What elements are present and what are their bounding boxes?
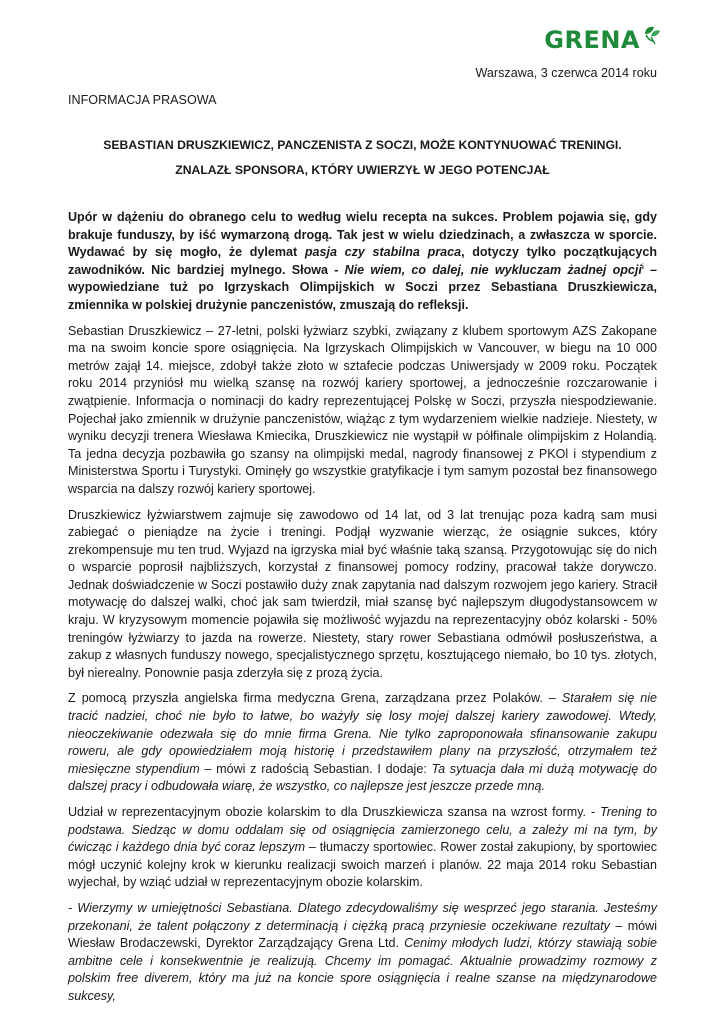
paragraph-quote: - Wierzymy w umiejętności Sebastiana. Dlatego zdecydowaliśmy się wesprzeć jego starania. Jesteśmy przekonani, że talent połączony z determinacją i ciężką pracą przyniesie oczekiwane rezultaty – mówi Wiesław Brodaczewski, Dyrektor Zarządzający Grena Ltd. Cenimy młodych ludzi, którzy stawiają sobie ambitne cele i konsekwentnie je realizują. Chcemy im pomagać. Aktualnie prowadzimy rozmowy z polskim free diverem, który ma już na koncie spore osiągnięcia i realne szanse na międzynarodowe sukcesy, [68, 900, 657, 1003]
grena-logo [544, 22, 662, 58]
press-release-date: Warszawa, 3 czerwca 2014 roku [475, 66, 657, 80]
article-body [68, 209, 657, 1006]
footnote-marker: i [641, 263, 644, 271]
headline-line-2: ZNALAZŁ SPONSORA, KTÓRY UWIERZYŁ W JEGO POTENCJAŁ [175, 163, 550, 177]
press-release-label: INFORMACJA PRASOWA [68, 93, 217, 107]
grena-leaf-logo-icon [642, 24, 662, 51]
paragraph-funding: Druszkiewicz łyżwiarstwem zajmuje się zawodowo od 14 lat, od 3 lat trenując poza kadrą sam musi zabiegać o pieniądze na życie i treningi. Podjął wyzwanie wierząc, że osiągnie sukces, który zrekompensuje mu ten trud. Wyjazd na igrzyska miał być właśnie taką szansą. Przygotowując się do nich o wsparcie poprosił najbliższych, korzystał z finansowej pomocy rodziny, pracował także dorywczo. Jednak doświadczenie w Soczi postawiło duży znak zapytania nad dalszym rozwojem jego kariery. Stracił motywację do dalszej walki, choć jak sam twierdził, miał szansę być najlepszym długodystansowcem w kraju. W kryzysowym momencie pojawiła się możliwość wyjazdu na reprezentacyjny obóz kolarski - 50% treningów łyżwiarzy to jazda na rowerze. Niestety, stary rower Sebastiana odmówił posłuszeństwa, a zakup z własnych funduszy nowego, specjalistycznego sprzętu, kosztującego niemało, bo 10 tys. złotych, był nierealny. Ponownie pasja zderzyła się z prozą życia. [68, 507, 657, 680]
headline-line-1: SEBASTIAN DRUSZKIEWICZ, PANCZENISTA Z SOCZI, MOŻE KONTYNUOWAĆ TRENINGI. [103, 138, 622, 152]
paragraph-training: Udział w reprezentacyjnym obozie kolarskim to dla Druszkiewicza szansa na wzrost formy. - Trening to podstawa. Siedząc w domu oddalam się od osiągnięcia zamierzonego celu, a zależy mi na tym, by ćwicząc i każdego dnia być coraz lepszym – tłumaczy sportowiec. Rower został zakupiony, by sportowiec mógł uczynić kolejny krok w kierunku realizacji swoich marzeń i planów. 22 maja 2014 roku Sebastian wyjechał, by wziąć udział w reprezentacyjnym obozie kolarskim. [68, 805, 658, 890]
paragraph-career: Sebastian Druszkiewicz – 27-letni, polski łyżwiarz szybki, związany z klubem sportowym AZS Zakopane ma na swoim koncie spore osiągnięcia. Na Igrzyskach Olimpijskich w Vancouver, w biegu na 10 000 metrów zajął 14. miejsce, zdobył także złoto w sztafecie podczas Uniwersjady w 2009 roku. Początek roku 2014 przyniósł mu wielką szansę na rozwój kariery sportowej, a jednocześnie rozczarowanie i zwątpienie. Informacja o nominacji do kadry reprezentującej Polskę w Soczi, przyszła niespodziewanie. Pojechał jako zmiennik w drużynie panczenistów, wiążąc z tym wydarzeniem wielkie nadzieje. Niestety, w wyniku decyzji trenera Wiesława Kmiecika, Druszkiewicz nie wystąpił w półfinale olimpijskim z Holandią. Ta jedna decyzja pozbawiła go szansy na olimpijski medal, nagrody finansowej z PKOl i stypendium z Ministerstwa Sportu i Turystyki. Ominęły go wszystkie gratyfikacje i tym samym pozostał bez finansowego wsparcia na dalszy rozwój kariery sportowej. [68, 323, 657, 496]
lead-paragraph: Upór w dążeniu do obranego celu to według wielu recepta na sukces. Problem pojawia się, gdy brakuje funduszy, by iść wymarzoną drogą. Tak jest w wielu dziedzinach, a zwłaszcza w sporcie. Wydawać by się mogło, że dylemat pasja czy stabilna praca, dotyczy tylko początkujących zawodników. Nic bardziej mylnego. Słowa - Nie wiem, co dalej, nie wykluczam żadnej opcji$^i$ – wypowiedziane tuż po Igrzyskach Olimpijskich w Soczi przez Sebastiana Druszkiewicza, zmiennika w polskiej drużynie panczenistów, zmuszają do refleksji. [68, 210, 657, 312]
logo-text: GRENA [544, 26, 640, 54]
paragraph-sponsor: Z pomocą przyszła angielska firma medyczna Grena, zarządzana przez Polaków. – Starałem się nie tracić nadziei, choć nie było to łatwe, bo ważyły się losy mojej dalszej kariery zawodowej. Wtedy, nieoczekiwanie odezwała się do mnie firma Grena. Nie tylko zaproponowała sfinansowanie zakupu roweru, ale gdy opowiedziałem moją historię i przedstawiłem plany na przyszłość, otrzymałem też miesięczne stypendium – mówi z radością Sebastian. I dodaje: Ta sytuacja dała mi dużą motywację do dalszej pracy i odbudowała wiarę, że wszystko, co najlepsze jest jeszcze przede mną. [68, 691, 657, 794]
